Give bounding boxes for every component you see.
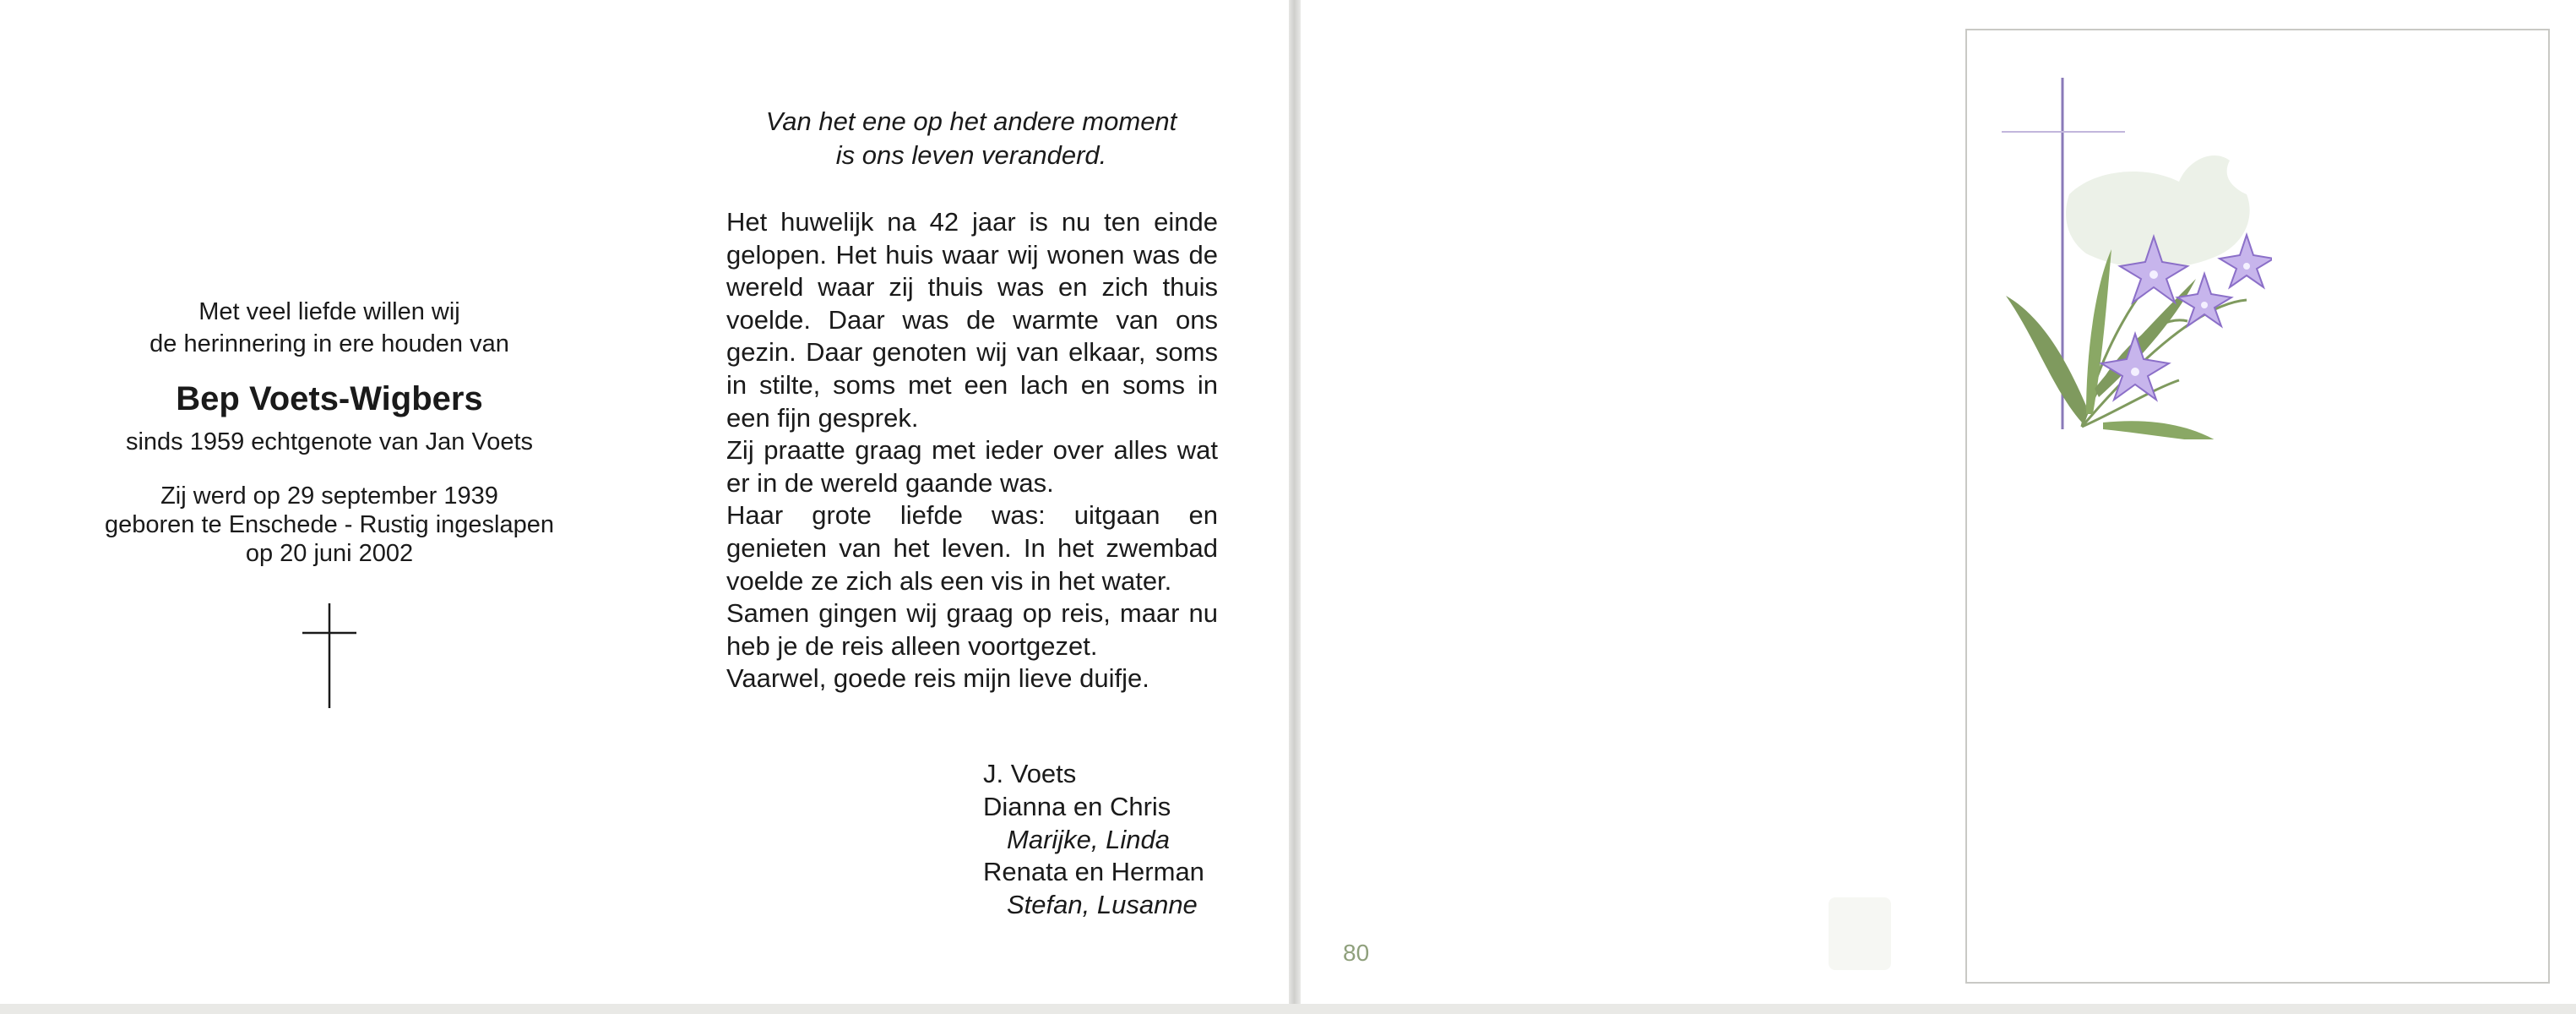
signature-line-children: Marijke, Linda: [1007, 824, 1170, 854]
spouse-line: [51, 426, 608, 458]
memorial-paragraph: Haar grote liefde was: uitgaan en genieten van het leven. In het zwembad voelde ze zich als een vis in het water.: [726, 500, 1218, 596]
intro-line: Met veel liefde willen wij: [198, 298, 460, 325]
date-line: geboren te Enschede - Rustig ingeslapen: [104, 511, 555, 538]
memorial-paragraph: Zij praatte graag met ieder over alles wat er in de wereld gaande was.: [726, 435, 1218, 498]
signature-line: J. Voets: [983, 759, 1077, 788]
card-number: 80: [1343, 940, 1370, 966]
cross-with-flowers-icon: [2002, 68, 2272, 439]
signature-line: Renata en Herman: [983, 857, 1204, 887]
intro-line: de herinnering in ere houden van: [149, 330, 509, 357]
date-line: op 20 juni 2002: [245, 540, 414, 567]
memorial-text: [726, 206, 1218, 695]
date-line: Zij werd op 29 september 1939: [160, 482, 498, 510]
opening-quote: [701, 105, 1242, 172]
intro-text: [51, 296, 608, 360]
memorial-paragraph: Vaarwel, goede reis mijn lieve duifje.: [726, 663, 1149, 694]
card-fold: [1289, 0, 1301, 1014]
spouse-text: sinds 1959 echtgenote van Jan Voets: [125, 428, 534, 455]
memorial-paragraph: Het huwelijk na 42 jaar is nu ten einde gelopen. Het huis waar wij wonen was de wereld waar zij thuis was en zich thuis voelde. Daar was de warmte van ons gezin. Daar genoten wij van elkaar, soms in stilte, soms met een lach en soms in een fijn gesprek.: [726, 207, 1218, 433]
deceased-name: Bep Voets-Wigbers: [176, 380, 483, 417]
family-signatures: [983, 758, 1204, 922]
cross-icon: [300, 603, 359, 708]
embossed-mark: [1829, 897, 1891, 970]
card-bottom-edge: [0, 1004, 2576, 1014]
signature-line-children: Stefan, Lusanne: [1007, 890, 1198, 920]
quote-line: Van het ene op het andere moment: [765, 106, 1177, 136]
life-dates: [51, 482, 608, 568]
memorial-paragraph: Samen gingen wij graag op reis, maar nu heb je de reis alleen voortgezet.: [726, 598, 1218, 661]
signature-line: Dianna en Chris: [983, 791, 1171, 821]
quote-line: is ons leven veranderd.: [835, 140, 1107, 170]
